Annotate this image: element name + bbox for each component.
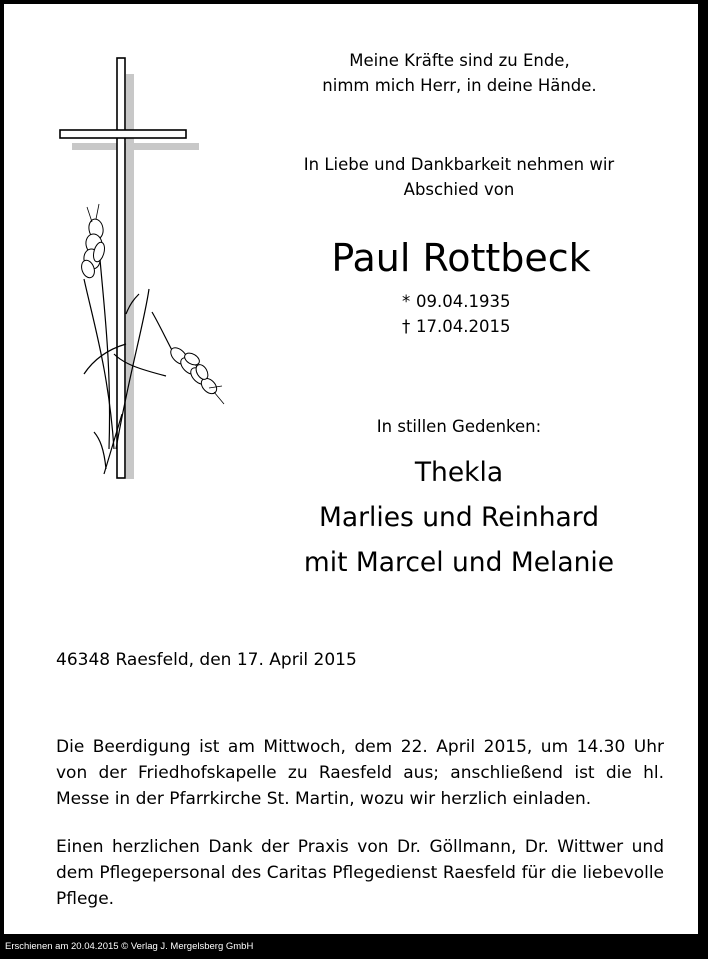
obituary-card [3, 3, 699, 935]
birth-symbol: * [402, 292, 411, 311]
deceased-name: Paul Rottbeck [331, 236, 591, 280]
publication-footer: Erschienen am 20.04.2015 © Verlag J. Mergelsberg GmbH [5, 941, 254, 952]
family-member: Marlies und Reinhard [318, 502, 600, 533]
family-list [244, 450, 674, 585]
intro-text [274, 152, 644, 202]
death-date: 17.04.2015 [416, 317, 511, 336]
birth-date-row [402, 289, 510, 314]
place-date: 46348 Raesfeld, den 17. April 2015 [56, 650, 357, 670]
birth-date: 09.04.1935 [416, 292, 511, 311]
funeral-info: Die Beerdigung ist am Mittwoch, dem 22. April 2015, um 14.30 Uhr von der Friedhofskapelle zu Raesfeld aus; anschließend ist die hl. Messe in der Pfarrkirche St. Martin, wozu wir herzlich einladen. [56, 737, 664, 809]
intro-line: In Liebe und Dankbarkeit nehmen wir [303, 155, 615, 174]
verse-line: nimm mich Herr, in deine Hände. [322, 76, 597, 95]
family-member: Thekla [414, 457, 504, 488]
life-dates [402, 289, 510, 339]
thanks-note: Einen herzlichen Dank der Praxis von Dr. Göllmann, Dr. Wittwer und dem Pflegepersonal des Caritas Pflegedienst Raesfeld für die liebevolle Pflege. [56, 837, 664, 909]
family-member: mit Marcel und Melanie [303, 547, 615, 578]
memory-heading: In stillen Gedenken: [376, 417, 542, 436]
verse [287, 48, 632, 98]
cross-with-wheat-icon [54, 54, 234, 489]
death-symbol: † [402, 317, 411, 336]
intro-line: Abschied von [403, 180, 515, 199]
verse-line: Meine Kräfte sind zu Ende, [349, 51, 570, 70]
death-date-row [402, 314, 510, 339]
